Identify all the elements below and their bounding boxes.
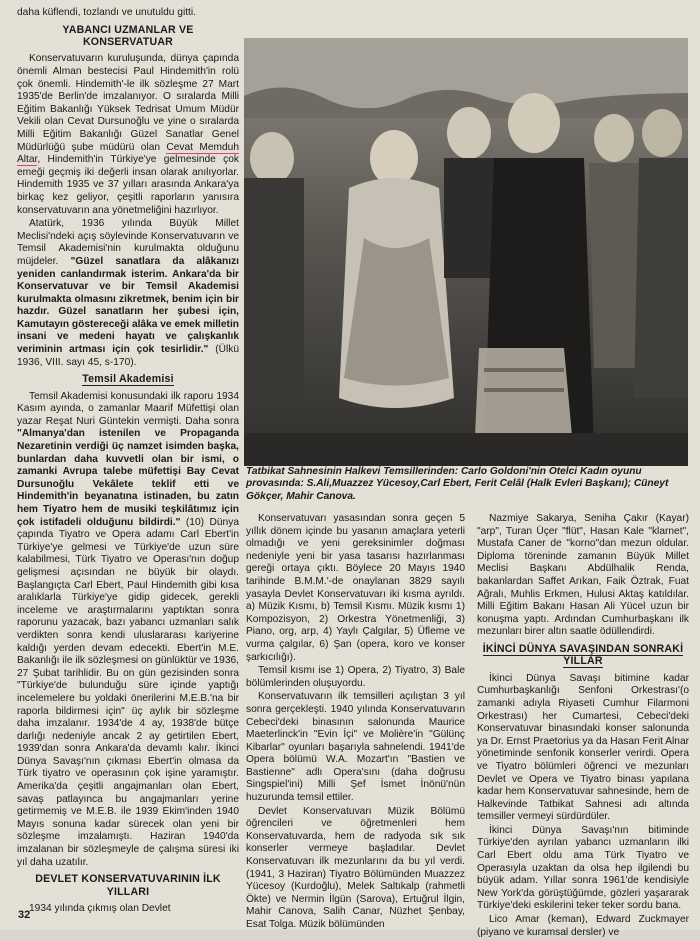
paragraph: Nazmiye Sakarya, Seniha Çakır (Kayar) "arp", Turan Üçer "flüt", Hasan Kale "klarnet", Mustafa Caner de "korno"dan mezun oldular. Diploma töreninde zamanın Büyük Millet Meclisi Başkanı Abdülhalik Renda, bakanlardan Saffet Arıkan, Faik Öztrak, Fuat Ağralı, Muhlis Erkmen, Hulusi Aktaş katıldılar. Milli Eğitim Bakanı Hasan Ali Yücel uzun bir konuşma yaptı. Ardından Cumhurbaşkanı ilk mezunları birer altın saatle ödüllendirdi. — [477, 513, 689, 638]
text-column-left — [17, 7, 239, 917]
paragraph: Lico Amar (keman), Edward Zuckmayer (piyano ve kuramsal dersler) ve — [477, 914, 689, 938]
paragraph — [17, 53, 239, 217]
text-run: Konservatuvarın kuruluşunda, dünya çapında önemli Alman bestecisi Paul Hindemith'in rolü çok önemli. Hindemith'-le ilk sözleşme 27 Mart 1935'de Berlin'de imzalanıyor. O sıralarda Milli Eğitim Bakanlığı Yüksek Tedrisat Umum Müdür Vekili olan Cevat Dursunoğlu ve yine o sıralarda Milli Eğitim Bakanlığı Güzel Sanatlar Genel Müdürlüğü şube müdürü olan — [17, 53, 239, 153]
paragraph: İkinci Dünya Savaşı bitimine kadar Cumhurbaşkanlığı Senfoni Orkestrası'(o zamanki adıyla Riyaseti Cumhur Filarmoni Orkestrası) her Cumartesi, Cebeci'deki Konservatuvar binasındaki konser salonunda ya Dr. Ernst Praetorius ya da Hasan Ferit Alnar yönetiminde senfonik konserler verirdi. Opera ve Tiyatro bölümleri öğrenci ve mezunları Devlet ve Opera ve Tiyatro binası yapılana kadar hem Konservatuvar sahnesinde, hem de Halkevinde Tatbikat Sahnesi adı altında temsiller vermeyi sürdürdüler. — [477, 672, 689, 823]
heading-text: İKİNCİ DÜNYA SAVAŞINDAN SONRAKİ YILLAR — [482, 642, 684, 668]
paragraph — [17, 218, 239, 369]
paragraph: Konservatuvarın ilk temsilleri açılıştan 3 yıl sonra gerçekleşti. 1940 yılında Konservatuvarın Cebeci'deki binasının salonunda Maurice Maeterlinck'in "Evin İçi" ve Molière'in "Gülünç Kibarlar" oyunları başarıyla sahnelendi. 1941'de Opera bölümü W.A. Mozart'ın "Bastien ve Bastienne" adlı Opera'sını (daha doğrusu Singspiel'ini) Milli Şef İsmet İnönü'nün huzurunda temsil ettiler. — [246, 691, 465, 804]
text-run: (10) Dünya çapında Tiyatro ve Opera adamı Carl Ebert'in Türkiye'ye gelmesi ve Türkiye'de uzun süre kalabilmesi, Türk Tiyatro ve Operası'nın doğup gelişmesi açısından ne büyük bir olaydı. Başlangıçta Carl Ebert, Paul Hindemith gibi kısa aralıklarla Türkiye'ye gidip gidecek, gerekli inceleme ve araştırmalarını yaptıktan sonra raporunu yazacak, bazı yabancı uzmanları salık verdikten sonra kendi uluslararası kariyerine kaldığı yerden devam edecekti. Ebert'in M.E. Bakanlığı ile ilk sözleşmesi on günlüktür ve 1936, 27 Şubat tarihlidir. Bu on gün gezisinden sonra "Türkiye'de bulunduğu süre içinde yaptığı incelemelere bu yoldaki önerilerini M.E.B.'na bir raporla bildirmesi için" üç aylık bir sözleşme daha imzalanır. 1934'de 4 ay, 1938'de bütçe darlığı nedeniyle ancak 2 ay getirtilen Ebert, 1939'dan sonra Ankara'da devamlı kalır. İkinci Dünya Savaşı'nın çıkması Ebert'in olmasa da Türk tiyatro ve operasının çok işine yaramıştır. Amerika'da çeşitli angajmanları olan Ebert, savaş patlayınca bu angajmanları yerine getirmemiş ve M.E.B. ile 1939 Ekim'inden 1940 Mayıs sonuna kadar sürecek olan yeni bir sözleşme imzalamıştı. Haziran 1940'da imzalanan bir sözleşmeyle de çalışma süresi iki yıl daha uzatılır. — [17, 516, 239, 868]
section-heading: YABANCI UZMANLAR VE KONSERVATUAR — [62, 23, 194, 48]
rehearsal-photo — [244, 38, 688, 466]
section-heading — [477, 643, 689, 668]
photo-caption: Tatbikat Sahnesinin Halkevi Temsillerinden: Carlo Goldoni'nin Otelci Kadın oyunu provasında: S.Ali,Muazzez Yücesoy,Carl Ebert, Ferit Celâl (Halk Evleri Başkanı); Cüneyt Gökçer, Mahir Canova. — [246, 466, 669, 502]
bold-quote: "Almanya'dan istenilen ve Propaganda Nezaretinin verdiği üç namzet isimden başka, bunlardan daha kuvvetli olan bir ismi, o zamanki Avrupa talebe müfettişi Bay Cevat Dursunoğlu Vekâlete teklif etti ve Hindemith'in beyanatına istinaden, bu zatın hem Tiyatro hem de musiki teşkilâtımız için çok istifadeli olduğunu bildirdi." — [17, 428, 239, 528]
bold-quote: "Güzel sanatlara da alâkanızı yeniden canlandırmak isterim. Ankara'da bir Konservatuvar ve bir Temsil Akademisi kurulmakta olmasını zikretmek, benim için bir hazdır. Güzel sanatların her şubesi için, Kamutayın göstereceği alâka ve emek milletin insani ve medeni hayatı ve çalışkanlık veriminin artması için çok tesirlidir." — [17, 255, 239, 356]
paragraph: Devlet Konservatuvarı Müzik Bölümü öğrencileri ve öğretmenleri hem Konservatuvarda, hem de radyoda sık sık konserler vermeye başladılar. Devlet Konservatuvarı ilk mezunlarını da bu yıl verdi. (1941, 3 Haziran) Tiyatro Bölümünden Muazzez Yücesoy (Kurdoğlu), Melek Saltıkalp (rahmetli Ökte) ve Nermin İlgün (Sarova), Ertuğrul İlgin, Mahir Canova, Salih Canar, Nüzhet Şenbay, Esat Tolga. Müzik bölümünden — [246, 805, 465, 930]
paragraph: Konservatuvarı yasasından sonra geçen 5 yıllık dönem içinde bu yasanın amaçlara yeterli olmadığı ve yeni gereksinimler doğması nedeniyle yeni bir yasa tasarısı hazırlanması gereği ortaya çıktı. Böylece 20 Mayıs 1940 tarihinde B.M.M.'-de onaylanan 3829 sayılı yasayla Devlet Konservatuvarı iki kısma ayrıldı. a) Müzik Kısmı, b) Temsil Kısmı. Müzik kısmı 1) Kompozisyon, 2) Orkestra Yönetmenliği, 3) Piano, org, arp, 4) Yaylı Çalgılar, 5) Üfleme ve vurma çalgılar, 6) Şan (opera, koro ve konser şarkıcılığı). — [246, 513, 465, 663]
photo-illustration — [244, 38, 688, 466]
section-heading: DEVLET KONSERVATUVARININ İLK YILLARI — [35, 873, 221, 898]
highlighted-name: Cevat Memduh Altar — [17, 141, 239, 166]
heading-text: Temsil Akademisi — [82, 373, 174, 386]
text-run: , Hindemith'in Türkiye'ye gelmesinde çok emeği geçmiş iki değerli insan olarak anılıyorlar. Hindemith 1935 ve 37 yılları arasında Ankara'ya birkaç kez geliyor, çeşitli raporların yanısıra konservatuvarın ana yönetmeliğini hazırlıyor. — [17, 154, 239, 216]
section-heading — [17, 373, 239, 385]
page-number: 32 — [18, 909, 31, 921]
text-column-right — [477, 513, 689, 940]
paragraph: İkinci Dünya Savaşı'nın bitiminde Türkiye'den ayrılan yabancı uzmanların ilki Carl Ebert oldu ama Türk Tiyatro ve Operasıyla uzaktan da olsa hep ilgilendi bu büyük adam. Yıllar sonra 1961'de kendisiyle New York'da görüştüğümde, gözleri yaşararak Türkiye'deki eskilerini teker teker sordu bana. — [477, 824, 689, 912]
paragraph: Temsil kısmı ise 1) Opera, 2) Tiyatro, 3) Bale bölümlerinden oluşuyordu. — [246, 665, 465, 689]
paragraph: 1934 yılında çıkmış olan Devlet — [29, 903, 171, 915]
paragraph — [17, 391, 239, 870]
text-column-middle — [246, 513, 465, 933]
text-run: (Ülkü 1936, VIII. sayı 45, s-170). — [17, 344, 239, 368]
paragraph: daha küflendi, tozlandı ve unutuldu gitti. — [17, 7, 196, 18]
text-run: Atatürk, 1936 yılında Büyük Millet Meclisi'ndeki açış söylevinde Konservatuvarın ve Temsil Akademisi'nin kurulmakta olduğunu müjdeler. — [17, 218, 239, 267]
text-run: Temsil Akademisi konusundaki ilk raporu 1934 Kasım ayında, o zamanlar Maarif Müfettişi olan yazar Reşat Nuri Güntekin vermişti. Daha sonra — [17, 390, 239, 427]
